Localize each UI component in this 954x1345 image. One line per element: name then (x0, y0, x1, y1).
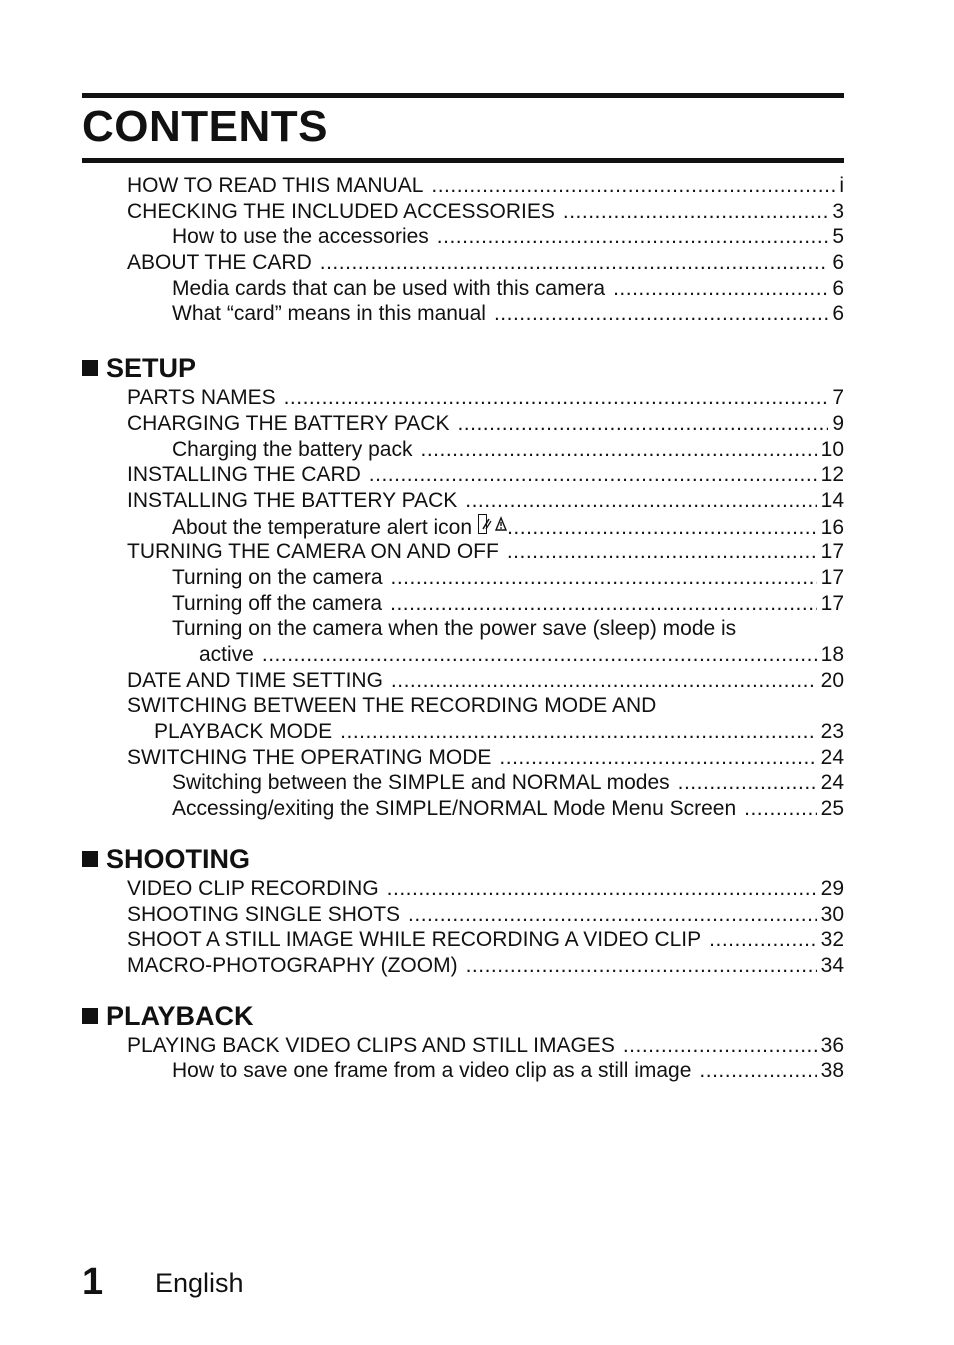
toc-entry-card-meaning[interactable]: What “card” means in this manual ..... 6 (82, 301, 844, 327)
toc-entry-installing-card[interactable]: INSTALLING THE CARD ..... 12 (82, 462, 844, 488)
toc-entry-video-clip-recording[interactable]: VIDEO CLIP RECORDING ..... 29 (82, 876, 844, 902)
toc-entry-turning-off[interactable]: Turning off the camera ..... 17 (82, 591, 844, 617)
page-title: CONTENTS (82, 102, 328, 151)
temperature-alert-icon (478, 514, 487, 534)
table-of-contents (82, 173, 844, 1084)
section-heading-setup: SETUP (82, 351, 844, 385)
toc-entry-power-save-continued[interactable]: active ..... 18 (82, 642, 844, 668)
toc-entry-macro-photography[interactable]: MACRO-PHOTOGRAPHY (ZOOM) ..... 34 (82, 953, 844, 979)
temperature-alert-glyph (480, 516, 508, 532)
toc-entry-switching-recording-continued[interactable]: PLAYBACK MODE ..... 23 (82, 719, 844, 745)
title-rule-top (82, 93, 844, 98)
toc-entry-parts-names[interactable]: PARTS NAMES ..... 7 (82, 385, 844, 411)
section-heading-playback: PLAYBACK (82, 999, 844, 1033)
toc-entry-about-card[interactable]: ABOUT THE CARD ..... 6 (82, 250, 844, 276)
toc-entry-charging-battery[interactable]: CHARGING THE BATTERY PACK ..... 9 (82, 411, 844, 437)
square-bullet-icon (82, 1008, 98, 1024)
toc-entry-playing-back[interactable]: PLAYING BACK VIDEO CLIPS AND STILL IMAGES ..... 36 (82, 1033, 844, 1059)
square-bullet-icon (82, 851, 98, 867)
toc-entry-media-cards[interactable]: Media cards that can be used with this camera ..... 6 (82, 276, 844, 302)
language-label: English (155, 1268, 244, 1298)
toc-entry-date-time[interactable]: DATE AND TIME SETTING ..... 20 (82, 668, 844, 694)
toc-entry-power-save[interactable]: Turning on the camera when the power save (sleep) mode is (172, 617, 737, 641)
toc-entry-checking-accessories[interactable]: CHECKING THE INCLUDED ACCESSORIES ..... 3 (82, 199, 844, 225)
toc-entry-turning-on[interactable]: Turning on the camera ..... 17 (82, 565, 844, 591)
toc-entry-save-frame[interactable]: How to save one frame from a video clip as a still image ..... 38 (82, 1058, 844, 1084)
toc-entry-single-shots[interactable]: SHOOTING SINGLE SHOTS ..... 30 (82, 902, 844, 928)
toc-entry-simple-normal[interactable]: Switching between the SIMPLE and NORMAL modes ..... 24 (82, 770, 844, 796)
toc-entry-temperature-alert[interactable]: About the temperature alert icon ..... 16 (82, 514, 844, 540)
square-bullet-icon (82, 360, 98, 376)
toc-entry-installing-battery[interactable]: INSTALLING THE BATTERY PACK ..... 14 (82, 488, 844, 514)
toc-entry-charging-battery-sub[interactable]: Charging the battery pack ..... 10 (82, 437, 844, 463)
page-number: 1 (82, 1261, 104, 1303)
toc-entry-how-to-read[interactable]: HOW TO READ THIS MANUAL ..... i (82, 173, 844, 199)
toc-entry-operating-mode[interactable]: SWITCHING THE OPERATING MODE ..... 24 (82, 745, 844, 771)
toc-entry-use-accessories[interactable]: How to use the accessories ..... 5 (82, 224, 844, 250)
toc-entry-switching-recording[interactable]: SWITCHING BETWEEN THE RECORDING MODE AND (127, 694, 657, 718)
section-heading-shooting: SHOOTING (82, 842, 844, 876)
title-rule-bottom (82, 158, 844, 163)
toc-entry-still-while-recording[interactable]: SHOOT A STILL IMAGE WHILE RECORDING A VIDEO CLIP ..... 32 (82, 927, 844, 953)
toc-entry-mode-menu-screen[interactable]: Accessing/exiting the SIMPLE/NORMAL Mode Menu Screen ..... 25 (82, 796, 844, 822)
toc-entry-turning-on-off[interactable]: TURNING THE CAMERA ON AND OFF ..... 17 (82, 539, 844, 565)
